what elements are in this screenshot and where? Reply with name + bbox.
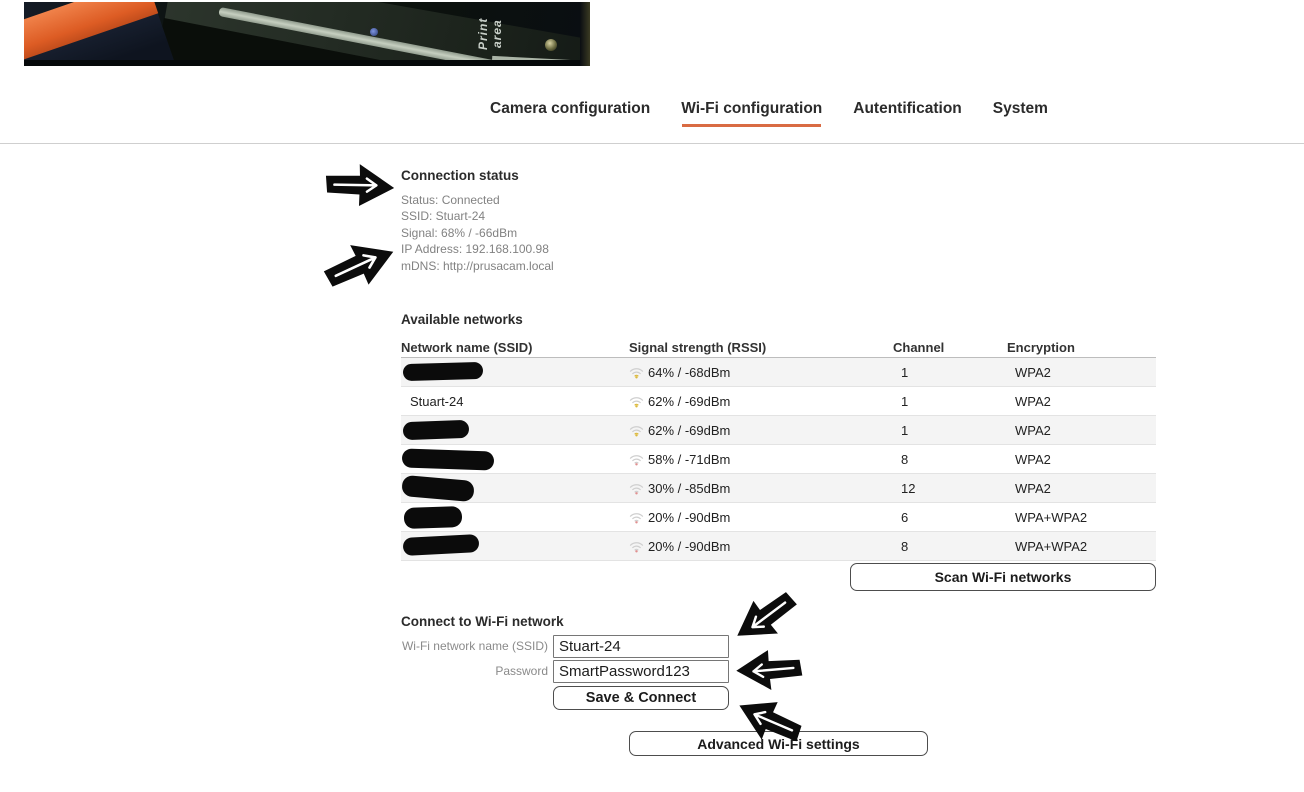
annotation-arrow-upright-icon — [315, 229, 403, 300]
annotation-arrow-right-icon — [321, 157, 398, 212]
encryption-value: WPA+WPA2 — [1015, 509, 1088, 525]
redacted-ssid — [404, 506, 463, 529]
signal-value: 20% / -90dBm — [648, 538, 731, 554]
network-row[interactable] — [401, 387, 1156, 416]
save-and-connect-button[interactable]: Save & Connect — [553, 686, 729, 710]
redacted-ssid — [401, 475, 475, 502]
screw-detail-blue — [370, 28, 378, 36]
tab-system[interactable]: System — [992, 100, 1048, 117]
encryption-value: WPA2 — [1015, 393, 1051, 409]
screw-detail — [545, 39, 557, 51]
encryption-value: WPA2 — [1015, 480, 1051, 496]
network-row[interactable] — [401, 532, 1156, 561]
wifi-signal-icon — [629, 395, 644, 408]
signal-value: 20% / -90dBm — [648, 509, 731, 525]
networks-table-header — [401, 340, 1156, 358]
photo-bottom-edge — [24, 60, 590, 66]
print-area-label: Print area — [476, 17, 504, 51]
wifi-signal-icon — [629, 424, 644, 437]
col-encryption: Encryption — [1007, 340, 1075, 355]
col-signal: Signal strength (RSSI) — [629, 340, 767, 355]
channel-value: 12 — [901, 480, 916, 496]
password-input[interactable] — [553, 660, 729, 683]
header-divider — [0, 143, 1304, 144]
ssid-input[interactable] — [553, 635, 729, 658]
connection-status-section — [401, 168, 554, 274]
signal-line: Signal: 68% / -66dBm — [401, 225, 518, 240]
connect-form-title: Connect to Wi-Fi network — [401, 614, 564, 629]
advanced-wifi-settings-button[interactable]: Advanced Wi-Fi settings — [629, 731, 928, 756]
channel-value: 1 — [901, 393, 909, 409]
wifi-signal-icon — [629, 366, 644, 379]
wifi-signal-icon — [629, 540, 644, 553]
redacted-ssid — [403, 534, 480, 556]
channel-value: 8 — [901, 538, 909, 554]
col-channel: Channel — [893, 340, 945, 355]
network-row[interactable] — [401, 358, 1156, 387]
photo-right-edge — [580, 2, 590, 66]
signal-value: 62% / -69dBm — [648, 393, 731, 409]
ssid-line: SSID: Stuart-24 — [401, 209, 486, 224]
encryption-value: WPA2 — [1015, 451, 1051, 467]
tab-autentification[interactable]: Autentification — [853, 100, 962, 117]
camera-preview-image — [24, 2, 590, 66]
signal-value: 30% / -85dBm — [648, 480, 731, 496]
annotation-arrow-left-icon — [733, 648, 807, 692]
tab-wifi-configuration[interactable]: Wi-Fi configuration — [681, 100, 822, 127]
redacted-ssid — [403, 362, 483, 381]
encryption-value: WPA2 — [1015, 364, 1051, 380]
channel-value: 1 — [901, 364, 909, 380]
status-line: Status: Connected — [401, 193, 500, 207]
annotation-arrow-downleft-icon — [724, 579, 808, 655]
wifi-signal-icon — [629, 453, 644, 466]
network-row[interactable] — [401, 474, 1156, 503]
network-row[interactable] — [401, 445, 1156, 474]
channel-value: 1 — [901, 422, 909, 438]
network-row[interactable] — [401, 416, 1156, 445]
password-input-label: Password — [495, 664, 548, 678]
mdns-line: mDNS: http://prusacam.local — [401, 258, 554, 273]
redacted-ssid — [403, 420, 470, 440]
signal-value: 64% / -68dBm — [648, 364, 731, 380]
network-row[interactable] — [401, 503, 1156, 532]
tab-camera-configuration[interactable]: Camera configuration — [490, 100, 651, 117]
channel-value: 6 — [901, 509, 909, 525]
wifi-signal-icon — [629, 482, 644, 495]
ssid-input-label: Wi-Fi network name (SSID) — [401, 639, 548, 653]
redacted-ssid — [402, 448, 495, 470]
encryption-value: WPA+WPA2 — [1015, 538, 1088, 554]
channel-value: 8 — [901, 451, 909, 467]
networks-table — [401, 340, 1156, 561]
available-networks-title: Available networks — [401, 312, 523, 327]
tab-bar — [490, 100, 1048, 127]
connection-status-title: Connection status — [401, 168, 519, 183]
scan-wifi-networks-button[interactable]: Scan Wi-Fi networks — [850, 563, 1156, 591]
wifi-signal-icon — [629, 511, 644, 524]
signal-value: 58% / -71dBm — [648, 451, 731, 467]
ssid-value: Stuart-24 — [410, 393, 464, 409]
signal-value: 62% / -69dBm — [648, 422, 731, 438]
col-ssid: Network name (SSID) — [401, 340, 533, 355]
ip-line: IP Address: 192.168.100.98 — [401, 242, 549, 257]
encryption-value: WPA2 — [1015, 422, 1051, 438]
